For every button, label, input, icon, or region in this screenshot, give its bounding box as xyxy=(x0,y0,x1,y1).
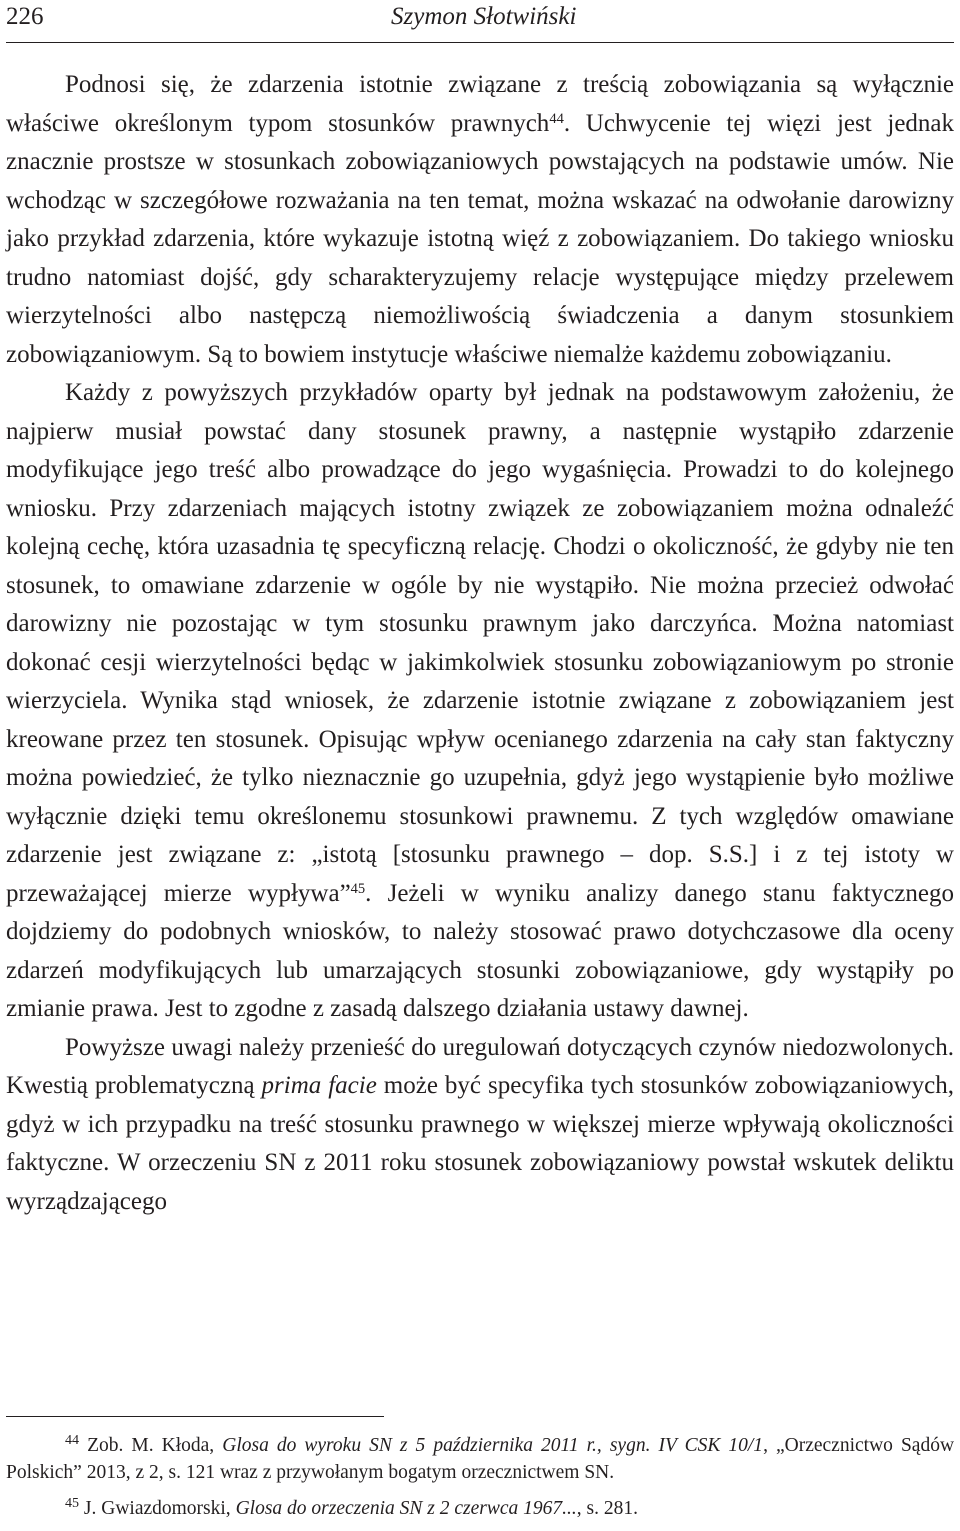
page-number: 226 xyxy=(6,3,44,30)
paragraph-1: Podnosi się, że zdarzenia istotnie związane z treścią zobowiązania są wyłącznie właściwe określonym typom stosunków prawnych$^{44}$. Uchwycenie tej więzi jest jednak znacznie prostsze w stosunkach zobowiązaniowych powstających na podstawie umów. Nie wchodząc w szczegółowe rozważania na ten temat, można wskazać na odwołanie darowizny jako przykład zdarzenia, które wykazuje istotną więź z zobowiązaniem. Do takiego wniosku trudno natomiast dojść, gdy scharakteryzujemy relacje występujące między przelewem wierzytelności albo następczą niemożliwością świadczenia a danym stosunkiem zobowiązaniowym. Są to bowiem instytucje właściwe niemalże każdemu zobowiązaniu. xyxy=(6,71,955,368)
paragraph-2: Każdy z powyższych przykładów oparty był jednak na podstawowym założeniu, że najpierw musiał powstać dany stosunek prawny, a następnie wystąpiło zdarzenie modyfikujące jego treść albo prowadzące do jego wygaśnięcia. Prowadzi to do kolejnego wniosku. Przy zdarzeniach mających istotny związek ze zobowiązaniem można odnaleźć kolejną cechę, która uzasadnia tę specyficzną relację. Chodzi o okoliczność, że gdyby nie ten stosunek, to omawiane zdarzenie w ogóle by nie wystąpiło. Nie można przecież odwołać darowizny nie pozostając w tym stosunku prawnym jako darczyńca. Można natomiast dokonać cesji wierzytelności będąc w jakimkolwiek stosunku zobowiązaniowym po stronie wierzyciela. Wynika stąd wniosek, że zdarzenie istotnie związane z zobowiązaniem jest kreowane przez ten stosunek. Opisując wpływ ocenianego zdarzenia na cały stan faktyczny można powiedzieć, że tylko nieznacznie go uzupełnia, gdyż jego wystąpienie było możliwe wyłącznie dzięki temu określonemu stosunkowi prawnemu. Z tych względów omawiane zdarzenie jest związane z: „istotą [stosunku prawnego – dop. S.S.] i z tej istoty w przeważającej mierze wypływa”$^{45}$. Jeżeli w wyniku analizy danego stanu faktycznego dojdziemy do podobnych wniosków, to należy stosować prawo dotychczasowe dla oceny zdarzeń modyfikujących lub umarzających stosunki zobowiązaniowe, gdy wystąpiły po zmianie prawa. Jest to zgodne z zasadą dalszego działania ustawy dawnej. xyxy=(6,379,954,1022)
paragraph-3: Powyższe uwagi należy przenieść do uregulowań dotyczących czynów niedozwolonych. Kwestią problematyczną prima facie może być specyfika tych stosunków zobowiązaniowych, gdyż w ich przypadku na treść stosunku prawnego w większej mierze wpływają okoliczności faktyczne. W orzeczeniu SN z 2011 roku stosunek zobowiązaniowy powstał wskutek deliktu wyrządzającego xyxy=(6,1033,954,1215)
running-head-author: Szymon Słotwiński xyxy=(391,3,577,30)
header-rule xyxy=(6,42,954,43)
footnote-ref-44[interactable]: 44 xyxy=(549,110,564,127)
main-text xyxy=(6,66,954,1221)
footnote-title: Glosa do wyroku SN z 5 października 2011 r., sygn. IV CSK 10/1 xyxy=(222,1435,764,1456)
footnote-title: Glosa do orzeczenia SN z 2 czerwca 1967... xyxy=(235,1498,577,1519)
footnotes xyxy=(6,1432,954,1531)
footnote-45: $^{45}$ J. Gwiazdomorski, Glosa do orzeczenia SN z 2 czerwca 1967..., s. 281. xyxy=(65,1494,639,1519)
page-header xyxy=(6,2,954,40)
footnote-number: 45 xyxy=(65,1494,80,1511)
footnote-rule xyxy=(6,1416,384,1417)
italic-phrase: prima facie xyxy=(261,1072,377,1099)
footnote-ref-45[interactable]: 45 xyxy=(350,880,366,897)
footnote-44: $^{44}$ Zob. M. Kłoda, Glosa do wyroku SN z 5 października 2011 r., sygn. IV CSK 10/1, „Orzecznictwo Sądów Polskich” 2013, z 2, s. 121 wraz z przywołanym bogatym orzecznictwem SN. xyxy=(6,1431,955,1483)
footnote-number: 44 xyxy=(65,1431,80,1448)
